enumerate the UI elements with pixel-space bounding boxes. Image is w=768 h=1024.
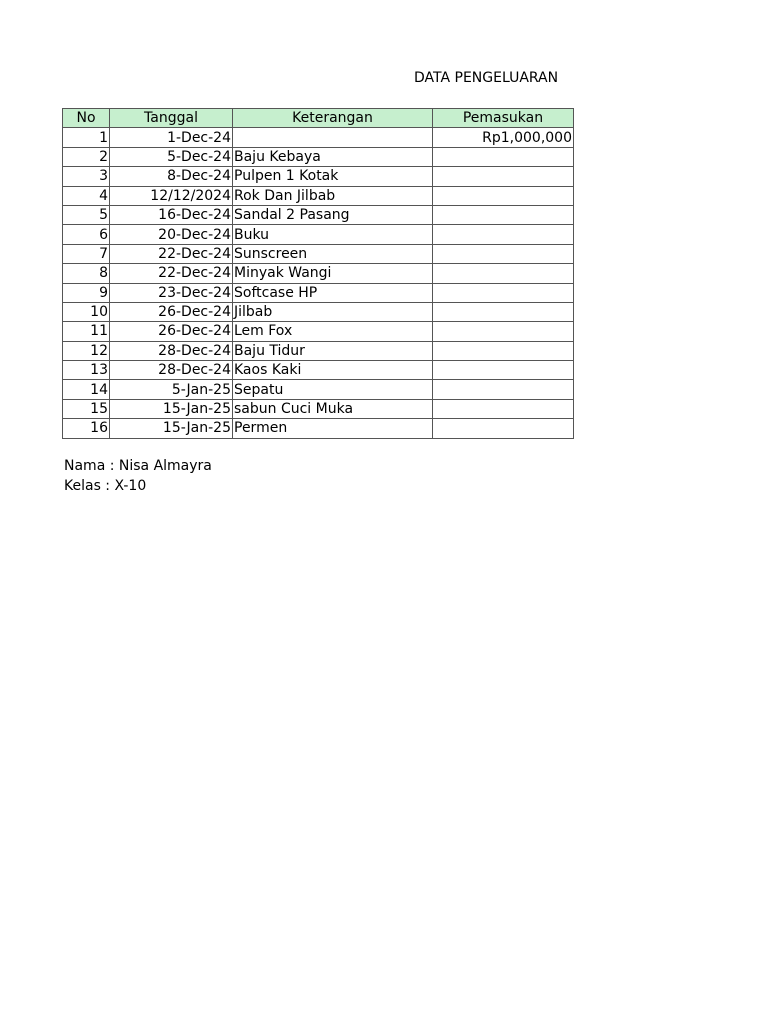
header-pemasukan: Pemasukan bbox=[433, 109, 574, 128]
student-class: Kelas : X-10 bbox=[64, 478, 147, 494]
cell-no: 7 bbox=[63, 244, 110, 263]
cell-pemasukan bbox=[433, 205, 574, 224]
cell-no: 5 bbox=[63, 205, 110, 224]
cell-tanggal: 20-Dec-24 bbox=[110, 225, 233, 244]
table-row bbox=[63, 147, 574, 166]
cell-pemasukan bbox=[433, 341, 574, 360]
table-row bbox=[63, 419, 574, 438]
table-body bbox=[63, 128, 574, 438]
cell-tanggal: 26-Dec-24 bbox=[110, 322, 233, 341]
cell-pemasukan bbox=[433, 147, 574, 166]
cell-pemasukan bbox=[433, 225, 574, 244]
cell-pemasukan bbox=[433, 167, 574, 186]
cell-no: 3 bbox=[63, 167, 110, 186]
table-row bbox=[63, 399, 574, 418]
table-row bbox=[63, 322, 574, 341]
table-row bbox=[63, 380, 574, 399]
cell-keterangan: Softcase HP bbox=[233, 283, 433, 302]
cell-tanggal: 15-Jan-25 bbox=[110, 399, 233, 418]
cell-tanggal: 23-Dec-24 bbox=[110, 283, 233, 302]
cell-keterangan: Sunscreen bbox=[233, 244, 433, 263]
cell-keterangan: Lem Fox bbox=[233, 322, 433, 341]
cell-keterangan: Baju Tidur bbox=[233, 341, 433, 360]
cell-pemasukan bbox=[433, 419, 574, 438]
table-row bbox=[63, 205, 574, 224]
student-name: Nama : Nisa Almayra bbox=[64, 458, 212, 474]
cell-pemasukan bbox=[433, 399, 574, 418]
table-row bbox=[63, 283, 574, 302]
cell-keterangan: Jilbab bbox=[233, 302, 433, 321]
cell-tanggal: 15-Jan-25 bbox=[110, 419, 233, 438]
cell-keterangan: Rok Dan Jilbab bbox=[233, 186, 433, 205]
cell-tanggal: 22-Dec-24 bbox=[110, 244, 233, 263]
cell-tanggal: 12/12/2024 bbox=[110, 186, 233, 205]
cell-pemasukan bbox=[433, 244, 574, 263]
cell-pemasukan bbox=[433, 283, 574, 302]
cell-tanggal: 16-Dec-24 bbox=[110, 205, 233, 224]
cell-tanggal: 5-Jan-25 bbox=[110, 380, 233, 399]
cell-pemasukan bbox=[433, 380, 574, 399]
table-row bbox=[63, 167, 574, 186]
header-no: No bbox=[63, 109, 110, 128]
cell-tanggal: 22-Dec-24 bbox=[110, 264, 233, 283]
cell-keterangan bbox=[233, 128, 433, 147]
cell-no: 14 bbox=[63, 380, 110, 399]
cell-tanggal: 1-Dec-24 bbox=[110, 128, 233, 147]
table-row bbox=[63, 186, 574, 205]
table-row bbox=[63, 264, 574, 283]
cell-tanggal: 8-Dec-24 bbox=[110, 167, 233, 186]
expense-table bbox=[62, 108, 574, 439]
table-header-row bbox=[63, 109, 574, 128]
cell-no: 8 bbox=[63, 264, 110, 283]
cell-pemasukan bbox=[433, 361, 574, 380]
cell-pemasukan bbox=[433, 186, 574, 205]
cell-keterangan: Kaos Kaki bbox=[233, 361, 433, 380]
cell-pemasukan bbox=[433, 264, 574, 283]
cell-tanggal: 28-Dec-24 bbox=[110, 361, 233, 380]
cell-keterangan: Pulpen 1 Kotak bbox=[233, 167, 433, 186]
cell-no: 12 bbox=[63, 341, 110, 360]
cell-no: 9 bbox=[63, 283, 110, 302]
table-row bbox=[63, 128, 574, 147]
header-keterangan: Keterangan bbox=[233, 109, 433, 128]
table-row bbox=[63, 244, 574, 263]
cell-no: 1 bbox=[63, 128, 110, 147]
table-row bbox=[63, 225, 574, 244]
cell-pemasukan: Rp1,000,000 bbox=[433, 128, 574, 147]
cell-no: 2 bbox=[63, 147, 110, 166]
cell-keterangan: Sandal 2 Pasang bbox=[233, 205, 433, 224]
header-tanggal: Tanggal bbox=[110, 109, 233, 128]
cell-no: 10 bbox=[63, 302, 110, 321]
table-row bbox=[63, 302, 574, 321]
cell-keterangan: Sepatu bbox=[233, 380, 433, 399]
cell-keterangan: Permen bbox=[233, 419, 433, 438]
cell-keterangan: Minyak Wangi bbox=[233, 264, 433, 283]
cell-tanggal: 28-Dec-24 bbox=[110, 341, 233, 360]
table-row bbox=[63, 361, 574, 380]
cell-no: 4 bbox=[63, 186, 110, 205]
cell-no: 15 bbox=[63, 399, 110, 418]
table-row bbox=[63, 341, 574, 360]
cell-no: 16 bbox=[63, 419, 110, 438]
cell-tanggal: 26-Dec-24 bbox=[110, 302, 233, 321]
cell-tanggal: 5-Dec-24 bbox=[110, 147, 233, 166]
cell-pemasukan bbox=[433, 322, 574, 341]
cell-no: 13 bbox=[63, 361, 110, 380]
cell-no: 11 bbox=[63, 322, 110, 341]
cell-keterangan: sabun Cuci Muka bbox=[233, 399, 433, 418]
cell-keterangan: Baju Kebaya bbox=[233, 147, 433, 166]
page-title: DATA PENGELUARAN bbox=[414, 70, 559, 86]
cell-pemasukan bbox=[433, 302, 574, 321]
cell-no: 6 bbox=[63, 225, 110, 244]
cell-keterangan: Buku bbox=[233, 225, 433, 244]
